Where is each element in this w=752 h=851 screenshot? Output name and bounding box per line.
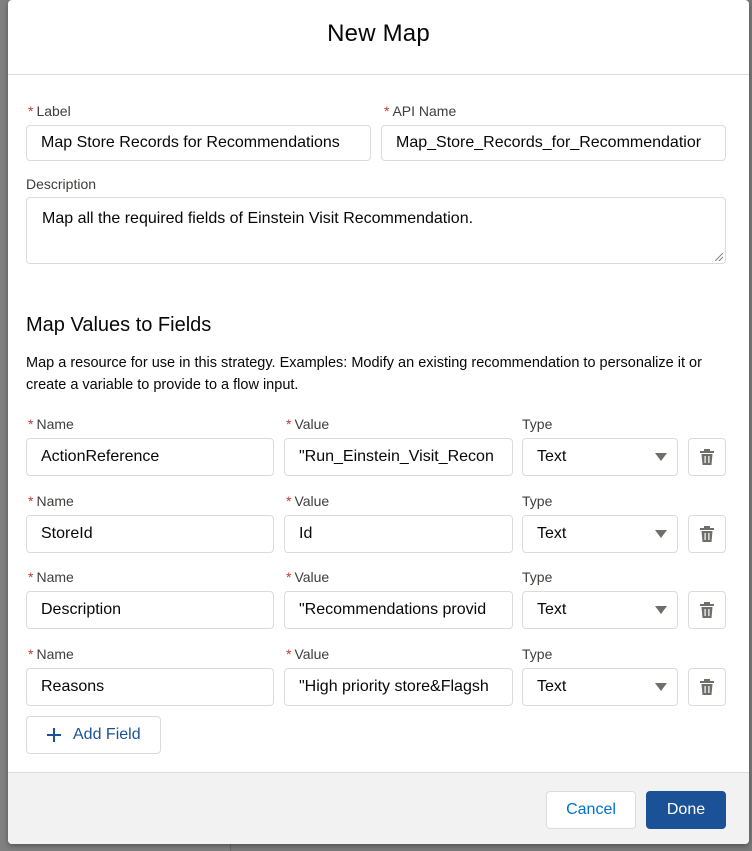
done-button[interactable]: Done [646,791,726,829]
row-value-input[interactable]: "Recommendations provid [284,591,513,629]
api-name-text: API Name [392,103,457,119]
row-value-label [286,416,329,432]
description-field-label: Description [26,176,97,192]
required-mark: * [286,569,292,585]
trash-icon [700,602,714,618]
plus-icon [47,728,61,742]
row-name-label [28,493,74,509]
row-type-label: Type [522,493,553,509]
row-name-input[interactable]: Description [26,591,274,629]
caret-down-icon [655,606,667,614]
row-name-input[interactable]: ActionReference [26,438,274,476]
row-value-label [286,646,329,662]
api-name-input[interactable]: Map_Store_Records_for_Recommendatior [381,125,726,161]
row-name-input[interactable]: StoreId [26,515,274,553]
trash-icon [700,679,714,695]
label-text: Label [36,103,71,119]
delete-row-button[interactable] [688,668,726,706]
section-title: Map Values to Fields [26,314,212,336]
row-type-label: Type [522,646,553,662]
row-name-input[interactable]: Reasons [26,668,274,706]
add-field-button[interactable] [26,716,161,754]
description-textarea[interactable] [26,197,726,264]
caret-down-icon [655,530,667,538]
row-type-value: Text [537,678,567,695]
row-value-label [286,569,329,585]
api-name-field-label [384,103,456,119]
column-value-text: Value [294,569,330,585]
required-mark: * [384,103,390,119]
delete-row-button[interactable] [688,438,726,476]
cancel-button[interactable]: Cancel [546,791,636,829]
description-value: Map all the required fields of Einstein Visit Recommendation. [42,210,474,227]
row-type-select[interactable] [522,591,678,629]
column-name-text: Name [36,646,74,662]
row-value-label [286,493,329,509]
trash-icon [700,526,714,542]
column-value-text: Value [294,416,330,432]
label-field-label [28,103,71,119]
row-value-input[interactable]: "High priority store&Flagsh [284,668,513,706]
new-map-modal [8,0,749,844]
required-mark: * [286,493,292,509]
add-field-label: Add Field [73,726,141,743]
required-mark: * [28,646,34,662]
resize-grip-icon[interactable] [715,253,723,261]
row-type-select[interactable] [522,438,678,476]
modal-header [8,0,749,75]
row-type-label: Type [522,416,553,432]
required-mark: * [28,493,34,509]
delete-row-button[interactable] [688,515,726,553]
row-value-input[interactable]: "Run_Einstein_Visit_Recon [284,438,513,476]
label-input[interactable]: Map Store Records for Recommendations [26,125,371,161]
column-value-text: Value [294,646,330,662]
row-type-select[interactable] [522,668,678,706]
required-mark: * [286,416,292,432]
section-help-text: Map a resource for use in this strategy. Examples: Modify an existing recommendation to personalize it or create a variable to provide to a flow input. [26,355,702,393]
caret-down-icon [655,683,667,691]
row-type-value: Text [537,525,567,542]
row-name-label [28,646,74,662]
modal-title: New Map [327,20,430,47]
trash-icon [700,449,714,465]
row-type-value: Text [537,448,567,465]
required-mark: * [28,569,34,585]
required-mark: * [28,416,34,432]
row-name-label [28,416,74,432]
modal-body [8,75,749,772]
row-type-select[interactable] [522,515,678,553]
row-value-input[interactable]: Id [284,515,513,553]
column-name-text: Name [36,416,74,432]
column-name-text: Name [36,569,74,585]
modal-footer [8,772,749,844]
row-type-value: Text [537,601,567,618]
required-mark: * [28,103,34,119]
caret-down-icon [655,453,667,461]
delete-row-button[interactable] [688,591,726,629]
column-name-text: Name [36,493,74,509]
column-value-text: Value [294,493,330,509]
required-mark: * [286,646,292,662]
row-name-label [28,569,74,585]
row-type-label: Type [522,569,553,585]
